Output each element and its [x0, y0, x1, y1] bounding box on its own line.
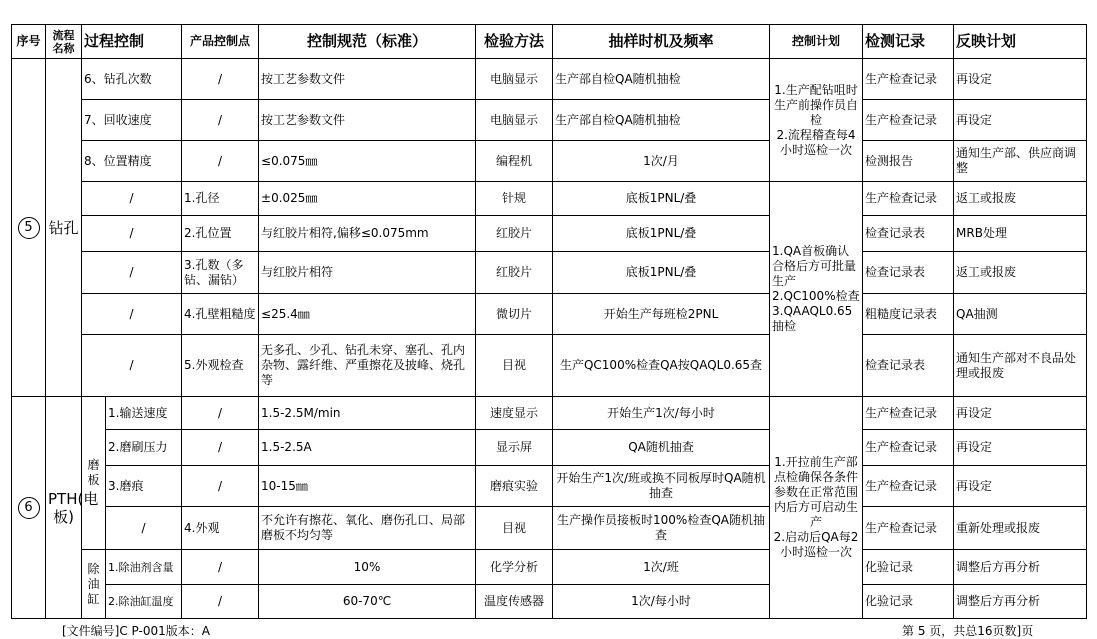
- record-cell: 生产检查记录: [863, 182, 954, 216]
- method-cell: 电脑显示: [476, 100, 553, 141]
- product-cell: 4.孔壁粗糙度: [182, 294, 259, 335]
- process-cell: /: [82, 216, 182, 252]
- table-row: [12, 294, 1087, 335]
- sub-process-label: 除油缸: [82, 550, 106, 619]
- record-cell: 化验记录: [863, 585, 954, 619]
- spec-cell: 10-15㎜: [259, 466, 476, 507]
- product-cell: /: [182, 430, 259, 466]
- spec-cell: 无多孔、少孔、钻孔未穿、塞孔、孔内杂物、露纤维、严重擦花及披峰、烧孔等: [259, 335, 476, 397]
- record-cell: 生产检查记录: [863, 100, 954, 141]
- method-cell: 微切片: [476, 294, 553, 335]
- method-cell: 显示屏: [476, 430, 553, 466]
- process-cell: 2.除油缸温度: [106, 585, 182, 619]
- section-number: 5: [18, 217, 40, 239]
- process-cell: /: [82, 182, 182, 216]
- sampling-cell: 开始生产1次/每小时: [553, 397, 770, 430]
- sampling-cell: 底板1PNL/叠: [553, 216, 770, 252]
- record-cell: 粗糙度记录表: [863, 294, 954, 335]
- product-cell: /: [182, 585, 259, 619]
- reaction-cell: 重新处理或报废: [954, 507, 1087, 550]
- product-cell: /: [182, 397, 259, 430]
- product-cell: /: [182, 141, 259, 182]
- process-cell: 3.磨痕: [106, 466, 182, 507]
- method-cell: 磨痕实验: [476, 466, 553, 507]
- header-method: 检验方法: [476, 25, 553, 59]
- spec-cell: 与红胶片相符,偏移≤0.075mm: [259, 216, 476, 252]
- product-cell: 2.孔位置: [182, 216, 259, 252]
- record-cell: 检查记录表: [863, 216, 954, 252]
- sampling-cell: 开始生产1次/班或换不同板厚时QA随机抽查: [553, 466, 770, 507]
- process-cell: /: [106, 507, 182, 550]
- section-number-cell: [12, 397, 46, 619]
- control-plan-cell: 1.生产配钻咀时生产前操作员自检 2.流程稽查每4小时巡检一次: [770, 59, 863, 182]
- method-cell: 温度传感器: [476, 585, 553, 619]
- header-flow: 流程名称: [46, 25, 82, 59]
- product-cell: /: [182, 100, 259, 141]
- reaction-cell: 再设定: [954, 397, 1087, 430]
- method-cell: 速度显示: [476, 397, 553, 430]
- header-sampling: 抽样时机及频率: [553, 25, 770, 59]
- product-cell: /: [182, 59, 259, 100]
- record-cell: 生产检查记录: [863, 507, 954, 550]
- record-cell: 生产检查记录: [863, 59, 954, 100]
- process-control-table: [11, 24, 1087, 619]
- record-cell: 检测报告: [863, 141, 954, 182]
- control-plan-cell: 1.开拉前生产部点检确保各条件参数在正常范围内后方可启动生产 2.启动后QA每2小时巡检一次: [770, 397, 863, 619]
- process-cell: 7、回收速度: [82, 100, 182, 141]
- table-row: [12, 550, 1087, 585]
- method-cell: 目视: [476, 335, 553, 397]
- flow-name: 钻孔: [46, 59, 82, 397]
- reaction-cell: 再设定: [954, 100, 1087, 141]
- reaction-cell: 调整后方再分析: [954, 550, 1087, 585]
- record-cell: 检查记录表: [863, 335, 954, 397]
- spec-cell: 与红胶片相符: [259, 252, 476, 294]
- reaction-cell: 通知生产部对不良品处理或报废: [954, 335, 1087, 397]
- table-row: [12, 466, 1087, 507]
- reaction-cell: 再设定: [954, 430, 1087, 466]
- table-row: [12, 430, 1087, 466]
- reaction-cell: QA抽测: [954, 294, 1087, 335]
- sampling-cell: 生产部自检QA随机抽检: [553, 59, 770, 100]
- product-cell: 5.外观检查: [182, 335, 259, 397]
- process-cell: /: [82, 252, 182, 294]
- spec-cell: 1.5-2.5A: [259, 430, 476, 466]
- control-plan-cell: 1.QA首板确认合格后方可批量生产 2.QC100%检查 3.QAAQL0.65抽检: [770, 182, 863, 397]
- reaction-cell: 调整后方再分析: [954, 585, 1087, 619]
- page-indicator: 第 5 页，共总16页数]页: [902, 624, 1034, 638]
- method-cell: 针规: [476, 182, 553, 216]
- table-row: [12, 59, 1087, 100]
- table-row: [12, 182, 1087, 216]
- header-process: 过程控制: [82, 25, 182, 59]
- header-reaction: 反映计划: [954, 25, 1087, 59]
- method-cell: 红胶片: [476, 252, 553, 294]
- record-cell: 生产检查记录: [863, 430, 954, 466]
- table-row: [12, 585, 1087, 619]
- process-cell: /: [82, 335, 182, 397]
- process-cell: /: [82, 294, 182, 335]
- spec-cell: 60-70℃: [259, 585, 476, 619]
- table-row: [12, 252, 1087, 294]
- document-number: [文件编号]C P-001版本：A: [62, 624, 210, 638]
- reaction-cell: 通知生产部、供应商调整: [954, 141, 1087, 182]
- process-cell: 8、位置精度: [82, 141, 182, 182]
- header-record: 检测记录: [863, 25, 954, 59]
- spec-cell: 不允许有擦花、氧化、磨伤孔口、局部磨板不均匀等: [259, 507, 476, 550]
- sampling-cell: 底板1PNL/叠: [553, 182, 770, 216]
- sampling-cell: 1次/班: [553, 550, 770, 585]
- reaction-cell: 再设定: [954, 466, 1087, 507]
- sampling-cell: 底板1PNL/叠: [553, 252, 770, 294]
- table-row: [12, 216, 1087, 252]
- header-spec: 控制规范（标准）: [259, 25, 476, 59]
- product-cell: 1.孔径: [182, 182, 259, 216]
- record-cell: 生产检查记录: [863, 466, 954, 507]
- product-cell: 4.外观: [182, 507, 259, 550]
- spec-cell: 1.5-2.5M/min: [259, 397, 476, 430]
- table-row: [12, 100, 1087, 141]
- reaction-cell: 返工或报废: [954, 252, 1087, 294]
- method-cell: 目视: [476, 507, 553, 550]
- method-cell: 电脑显示: [476, 59, 553, 100]
- table-row: [12, 335, 1087, 397]
- record-cell: 生产检查记录: [863, 397, 954, 430]
- header-seq: 序号: [12, 25, 46, 59]
- spec-cell: ±0.025㎜: [259, 182, 476, 216]
- reaction-cell: 返工或报废: [954, 182, 1087, 216]
- table-row: [12, 397, 1087, 430]
- product-cell: /: [182, 466, 259, 507]
- spec-cell: 10%: [259, 550, 476, 585]
- spec-cell: 按工艺参数文件: [259, 59, 476, 100]
- record-cell: 化验记录: [863, 550, 954, 585]
- table-row: [12, 141, 1087, 182]
- reaction-cell: 再设定: [954, 59, 1087, 100]
- spec-cell: 按工艺参数文件: [259, 100, 476, 141]
- sampling-cell: 1次/月: [553, 141, 770, 182]
- method-cell: 红胶片: [476, 216, 553, 252]
- spec-cell: ≤0.075㎜: [259, 141, 476, 182]
- sampling-cell: 生产QC100%检查QA按QAQL0.65查: [553, 335, 770, 397]
- sampling-cell: 生产部自检QA随机抽检: [553, 100, 770, 141]
- process-cell: 6、钻孔次数: [82, 59, 182, 100]
- sampling-cell: 生产操作员接板时100%检查QA随机抽查: [553, 507, 770, 550]
- process-cell: 1.输送速度: [106, 397, 182, 430]
- record-cell: 检查记录表: [863, 252, 954, 294]
- sampling-cell: 1次/每小时: [553, 585, 770, 619]
- sub-process-label: 磨板: [82, 397, 106, 550]
- header-row: [12, 25, 1087, 59]
- section-number-cell: [12, 59, 46, 397]
- product-cell: /: [182, 550, 259, 585]
- method-cell: 编程机: [476, 141, 553, 182]
- process-cell: 2.磨刷压力: [106, 430, 182, 466]
- flow-name: PTH(电板): [46, 397, 82, 619]
- sampling-cell: 开始生产每班检2PNL: [553, 294, 770, 335]
- spec-cell: ≤25.4㎜: [259, 294, 476, 335]
- reaction-cell: MRB处理: [954, 216, 1087, 252]
- method-cell: 化学分析: [476, 550, 553, 585]
- sampling-cell: QA随机抽查: [553, 430, 770, 466]
- table-row: [12, 507, 1087, 550]
- section-number: 6: [18, 497, 40, 519]
- process-cell: 1.除油剂含量: [106, 550, 182, 585]
- header-plan: 控制计划: [770, 25, 863, 59]
- product-cell: 3.孔数（多钻、漏钻）: [182, 252, 259, 294]
- header-product: 产品控制点: [182, 25, 259, 59]
